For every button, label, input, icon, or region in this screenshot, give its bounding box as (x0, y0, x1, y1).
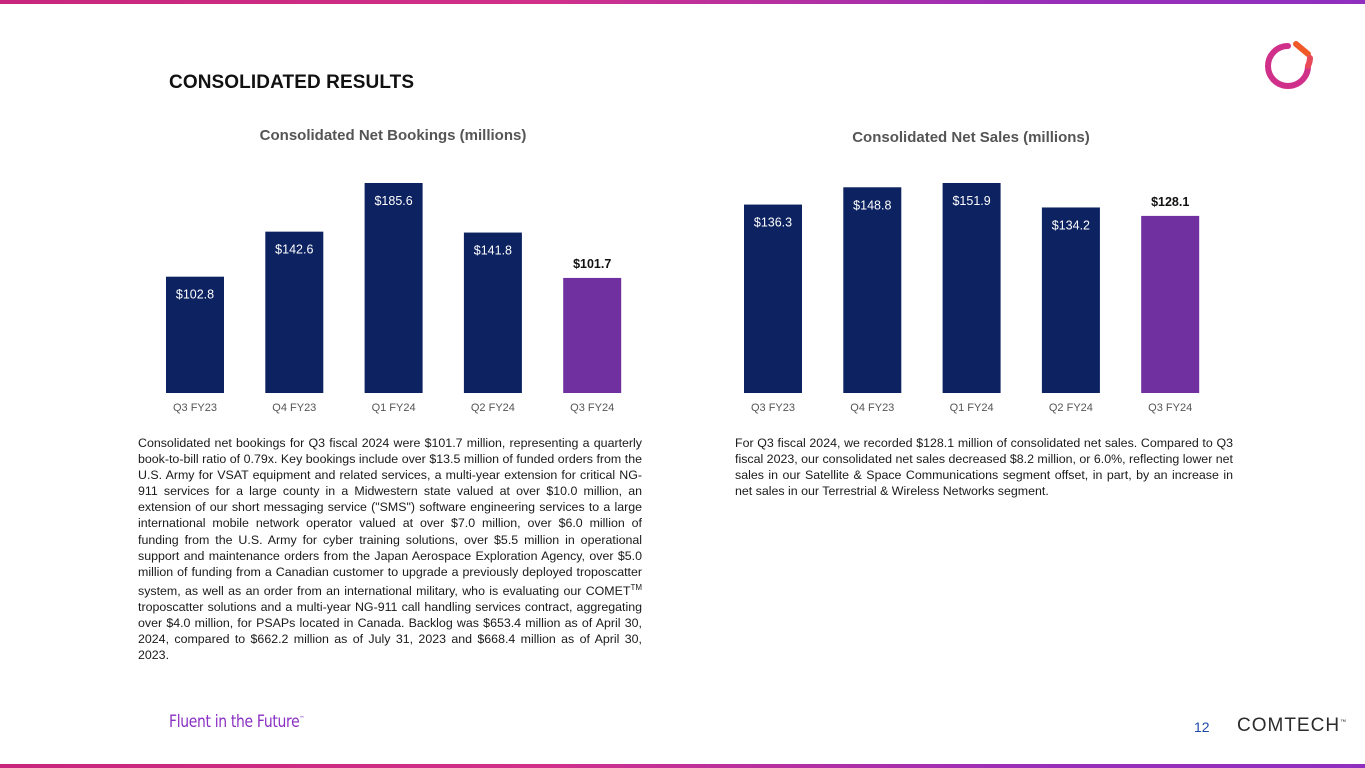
tagline-text: Fluent in the Future (169, 712, 300, 732)
data-label: $142.6 (275, 242, 314, 257)
bookings-commentary (138, 435, 642, 663)
category-tick-label: Q1 FY24 (371, 402, 416, 414)
bar-q3-fy24 (1141, 216, 1199, 393)
category-tick-label: Q3 FY23 (172, 402, 218, 414)
page-title: CONSOLIDATED RESULTS (169, 72, 415, 93)
bar-q4-fy23 (843, 187, 901, 393)
bar-q2-fy24 (1042, 207, 1100, 393)
category-tick-label: Q1 FY24 (949, 402, 994, 414)
data-label: $151.9 (952, 194, 991, 208)
brand-trademark: ™ (1340, 719, 1348, 726)
brand-text: COMTECH (1237, 715, 1341, 736)
category-tick-label: Q2 FY24 (1048, 402, 1093, 414)
fluent-in-the-future-tagline (169, 712, 304, 732)
data-label: $136.3 (753, 215, 793, 230)
data-label: $101.7 (573, 256, 612, 271)
data-label: $134.2 (1051, 218, 1091, 233)
bookings-chart-title: Consolidated Net Bookings (millions) (259, 127, 527, 144)
bar-q3-fy23 (744, 205, 802, 393)
trademark-superscript: TM (630, 582, 642, 592)
page-number: 12 (1194, 719, 1210, 735)
category-tick-label: Q4 FY23 (272, 402, 317, 414)
data-label: $148.8 (853, 198, 892, 213)
bar-q1-fy24 (943, 183, 1001, 393)
data-label: $185.6 (374, 194, 413, 208)
bookings-commentary-part-1: Consolidated net bookings for Q3 fiscal 2024 were $101.7 million, representing a quarterly book-to-bill ratio of 0.79x. Key bookings include over $13.5 million of funded orders from the U.S. Army for VSAT equipment and related services, a multi-year extension for critical NG-911 services for a large county in a Midwestern state valued at over $10.0 million, an extension of our short messaging service ("SMS") software engineering services to a large international mobile network operator valued at over $7.0 million, over $6.0 million of funding from the U.S. Army for cyber training solutions, over $5.5 million in operational support and maintenance orders from the Japan Aerospace Exploration Agency, over $5.0 million of funding from a Canadian customer to upgrade a previously deployed troposcatter system, as well as an order from an international military, who is evaluating our COMET (138, 436, 642, 598)
bookings-bar-chart (160, 160, 630, 420)
comtech-wordmark-logo (1237, 715, 1347, 737)
sales-commentary: For Q3 fiscal 2024, we recorded $128.1 million of consolidated net sales. Compared to Q3 fiscal 2023, our consolidated net sales decreased $8.2 million, or 6.0%, reflecting lower net sales in our Satellite & Space Communications segment offset, in part, by an increase in net sales in our Terrestrial & Wireless Networks segment. (735, 436, 1233, 499)
category-tick-label: Q3 FY24 (1148, 402, 1193, 414)
sales-bar-chart (738, 160, 1208, 420)
category-tick-label: Q3 FY23 (750, 402, 796, 414)
bottom-accent-stripe (0, 764, 1365, 768)
top-accent-stripe (0, 0, 1365, 4)
category-tick-label: Q3 FY24 (570, 402, 615, 414)
tagline-trademark: ™ (299, 715, 304, 723)
data-label: $141.8 (473, 243, 513, 258)
bar-q1-fy24 (365, 183, 423, 393)
data-label: $102.8 (175, 287, 215, 302)
bookings-commentary-part-2: troposcatter solutions and a multi-year NG-911 call handling services contract, aggregating over $4.0 million, for PSAPs located in Canada. Backlog was $653.4 million as of April 30, 2024, compared to $662.2 million as of July 31, 2023 and $668.4 million as of April 30, 2023. (138, 600, 642, 663)
data-label: $128.1 (1151, 194, 1190, 209)
category-tick-label: Q2 FY24 (470, 402, 515, 414)
sales-chart-title: Consolidated Net Sales (millions) (852, 129, 1090, 146)
bar-q3-fy24 (563, 278, 621, 393)
category-tick-label: Q4 FY23 (850, 402, 895, 414)
comtech-ring-logo-icon (1258, 36, 1318, 92)
